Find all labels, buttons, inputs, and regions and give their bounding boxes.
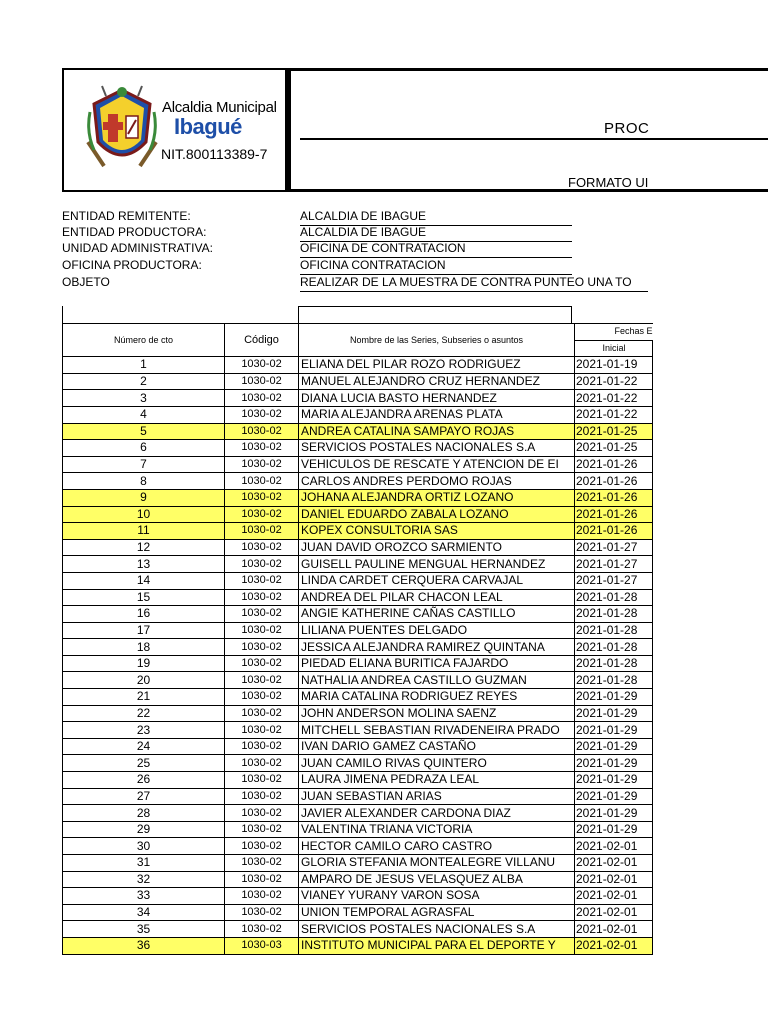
row-code: 1030-02 [225,788,299,805]
table-row [63,689,653,706]
table-row [63,489,653,506]
row-name: ELIANA DEL PILAR ROZO RODRIGUEZ [299,357,575,374]
row-date: 2021-02-01 [575,888,653,905]
table-row [63,871,653,888]
inventory-table [62,323,653,955]
row-name: JUAN SEBASTIAN ARIAS [299,788,575,805]
row-date: 2021-01-26 [575,523,653,540]
document-title: PROC [604,120,650,137]
row-code: 1030-02 [225,539,299,556]
table-row [63,904,653,921]
row-name: UNION TEMPORAL AGRASFAL [299,904,575,921]
table-row [63,373,653,390]
row-code: 1030-02 [225,755,299,772]
row-name: GUISELL PAULINE MENGUAL HERNANDEZ [299,556,575,573]
table-row [63,523,653,540]
row-date: 2021-01-27 [575,572,653,589]
header-codigo: Código [225,324,299,357]
row-number: 2 [63,373,225,390]
row-code: 1030-02 [225,456,299,473]
row-date: 2021-01-29 [575,722,653,739]
row-date: 2021-01-29 [575,755,653,772]
row-code: 1030-02 [225,390,299,407]
row-name: LINDA CARDET CERQUERA CARVAJAL [299,572,575,589]
row-code: 1030-02 [225,921,299,938]
row-number: 27 [63,788,225,805]
row-date: 2021-01-29 [575,788,653,805]
row-number: 5 [63,423,225,440]
row-name: VALENTINA TRIANA VICTORIA [299,821,575,838]
row-number: 17 [63,622,225,639]
row-code: 1030-02 [225,689,299,706]
row-number: 35 [63,921,225,938]
value-objeto: REALIZAR DE LA MUESTRA DE CONTRA PUNTEO UNA TO [300,274,648,292]
row-name: MANUEL ALEJANDRO CRUZ HERNANDEZ [299,373,575,390]
row-number: 20 [63,672,225,689]
row-number: 9 [63,489,225,506]
title-divider [300,138,768,140]
row-code: 1030-02 [225,722,299,739]
table-row [63,357,653,374]
logo-line-2: Ibagué [174,114,242,139]
row-code: 1030-02 [225,871,299,888]
row-name: GLORIA STEFANIA MONTEALEGRE VILLANU [299,855,575,872]
row-code: 1030-02 [225,506,299,523]
table-row [63,589,653,606]
row-number: 29 [63,821,225,838]
table-row [63,622,653,639]
row-date: 2021-01-22 [575,406,653,423]
row-date: 2021-02-01 [575,937,653,954]
table-row [63,855,653,872]
row-number: 31 [63,855,225,872]
table-row [63,539,653,556]
row-date: 2021-01-29 [575,689,653,706]
row-date: 2021-01-29 [575,805,653,822]
row-number: 16 [63,606,225,623]
row-code: 1030-02 [225,556,299,573]
row-date: 2021-01-25 [575,423,653,440]
row-name: JUAN DAVID OROZCO SARMIENTO [299,539,575,556]
row-number: 25 [63,755,225,772]
row-number: 34 [63,904,225,921]
row-date: 2021-01-22 [575,373,653,390]
logo-line-1: Alcaldia Municipal [162,99,277,116]
table-row [63,722,653,739]
value-oficina-productora: OFICINA CONTRATACION [300,257,572,275]
label-unidad-administrativa: UNIDAD ADMINISTRATIVA: [62,241,213,255]
table-row [63,655,653,672]
row-code: 1030-02 [225,572,299,589]
row-code: 1030-02 [225,606,299,623]
row-name: MARIA CATALINA RODRIGUEZ REYES [299,689,575,706]
table-row [63,921,653,938]
row-name: JAVIER ALEXANDER CARDONA DIAZ [299,805,575,822]
row-date: 2021-01-25 [575,440,653,457]
left-border [62,306,63,323]
row-name: SERVICIOS POSTALES NACIONALES S.A [299,921,575,938]
row-number: 24 [63,738,225,755]
row-name: VEHICULOS DE RESCATE Y ATENCION DE EI [299,456,575,473]
row-name: JESSICA ALEJANDRA RAMIREZ QUINTANA [299,639,575,656]
label-entidad-remitente: ENTIDAD REMITENTE: [62,209,191,223]
row-date: 2021-01-26 [575,456,653,473]
row-name: JOHN ANDERSON MOLINA SAENZ [299,705,575,722]
table-row [63,440,653,457]
table-row [63,390,653,407]
value-entidad-remitente: ALCALDIA DE IBAGUE [300,208,572,226]
row-name: KOPEX CONSULTORIA SAS [299,523,575,540]
row-name: DIANA LUCIA BASTO HERNANDEZ [299,390,575,407]
table-row [63,788,653,805]
row-code: 1030-02 [225,406,299,423]
row-name: LAURA JIMENA PEDRAZA LEAL [299,772,575,789]
row-name: ANDREA DEL PILAR CHACON LEAL [299,589,575,606]
row-code: 1030-02 [225,523,299,540]
row-number: 8 [63,473,225,490]
row-date: 2021-02-01 [575,921,653,938]
row-name: ANGIE KATHERINE CAÑAS CASTILLO [299,606,575,623]
row-name: JOHANA ALEJANDRA ORTIZ LOZANO [299,489,575,506]
table-row [63,423,653,440]
table-row [63,572,653,589]
row-number: 4 [63,406,225,423]
row-code: 1030-02 [225,655,299,672]
row-code: 1030-02 [225,589,299,606]
row-date: 2021-01-28 [575,589,653,606]
table-row [63,755,653,772]
row-code: 1030-02 [225,440,299,457]
row-date: 2021-02-01 [575,871,653,888]
row-code: 1030-02 [225,738,299,755]
row-date: 2021-01-28 [575,672,653,689]
row-number: 22 [63,705,225,722]
header-inicial: Inicial [575,340,653,357]
header-fechas: Fechas E [575,324,653,341]
row-code: 1030-02 [225,904,299,921]
row-name: LILIANA PUENTES DELGADO [299,622,575,639]
table-row [63,821,653,838]
row-number: 7 [63,456,225,473]
row-date: 2021-01-28 [575,655,653,672]
value-unidad-administrativa: OFICINA DE CONTRATACION [300,240,572,258]
row-date: 2021-01-26 [575,473,653,490]
row-date: 2021-02-01 [575,904,653,921]
row-name: INSTITUTO MUNICIPAL PARA EL DEPORTE Y [299,937,575,954]
row-date: 2021-01-27 [575,539,653,556]
row-number: 11 [63,523,225,540]
row-number: 12 [63,539,225,556]
label-entidad-productora: ENTIDAD PRODUCTORA: [62,225,207,239]
row-number: 14 [63,572,225,589]
row-code: 1030-02 [225,423,299,440]
row-name: MARIA ALEJANDRA ARENAS PLATA [299,406,575,423]
row-date: 2021-01-28 [575,606,653,623]
row-date: 2021-01-26 [575,489,653,506]
row-code: 1030-02 [225,888,299,905]
format-title: FORMATO UI [568,175,649,190]
row-number: 3 [63,390,225,407]
table-row [63,556,653,573]
row-code: 1030-02 [225,838,299,855]
table-row [63,888,653,905]
row-name: AMPARO DE JESUS VELASQUEZ ALBA [299,871,575,888]
row-number: 6 [63,440,225,457]
row-number: 10 [63,506,225,523]
row-name: NATHALIA ANDREA CASTILLO GUZMAN [299,672,575,689]
table-row [63,705,653,722]
row-name: ANDREA CATALINA SAMPAYO ROJAS [299,423,575,440]
coat-of-arms-icon [84,82,160,172]
row-code: 1030-02 [225,489,299,506]
row-number: 19 [63,655,225,672]
row-code: 1030-02 [225,772,299,789]
row-name: PIEDAD ELIANA BURITICA FAJARDO [299,655,575,672]
row-number: 21 [63,689,225,706]
header-numero: Número de cto [63,324,225,357]
row-date: 2021-01-26 [575,506,653,523]
row-date: 2021-01-28 [575,622,653,639]
row-code: 1030-02 [225,672,299,689]
table-row [63,506,653,523]
table-row [63,406,653,423]
table-row [63,738,653,755]
row-name: MITCHELL SEBASTIAN RIVADENEIRA PRADO [299,722,575,739]
row-number: 15 [63,589,225,606]
title-box [288,68,768,192]
row-name: JUAN CAMILO RIVAS QUINTERO [299,755,575,772]
row-name: HECTOR CAMILO CARO CASTRO [299,838,575,855]
table-row [63,772,653,789]
label-objeto: OBJETO [62,275,110,289]
row-name: SERVICIOS POSTALES NACIONALES S.A [299,440,575,457]
table-row [63,606,653,623]
table-row [63,672,653,689]
row-date: 2021-01-19 [575,357,653,374]
row-name: VIANEY YURANY VARON SOSA [299,888,575,905]
row-name: DANIEL EDUARDO ZABALA LOZANO [299,506,575,523]
row-code: 1030-02 [225,373,299,390]
row-number: 33 [63,888,225,905]
row-code: 1030-02 [225,639,299,656]
value-entidad-productora: ALCALDIA DE IBAGUE [300,224,572,242]
table-row [63,805,653,822]
row-date: 2021-01-28 [575,639,653,656]
row-number: 13 [63,556,225,573]
row-code: 1030-02 [225,705,299,722]
row-number: 18 [63,639,225,656]
row-code: 1030-02 [225,805,299,822]
row-code: 1030-03 [225,937,299,954]
row-code: 1030-02 [225,855,299,872]
table-row [63,937,653,954]
row-name: CARLOS ANDRES PERDOMO ROJAS [299,473,575,490]
row-code: 1030-02 [225,473,299,490]
row-number: 23 [63,722,225,739]
row-number: 36 [63,937,225,954]
row-date: 2021-01-29 [575,821,653,838]
row-date: 2021-01-22 [575,390,653,407]
row-code: 1030-02 [225,821,299,838]
row-date: 2021-01-29 [575,738,653,755]
table-row [63,473,653,490]
row-number: 1 [63,357,225,374]
row-number: 32 [63,871,225,888]
row-number: 30 [63,838,225,855]
row-code: 1030-02 [225,622,299,639]
row-code: 1030-02 [225,357,299,374]
row-date: 2021-02-01 [575,855,653,872]
logo-nit: NIT.800113389-7 [161,146,268,162]
row-name: IVAN DARIO GAMEZ CASTAÑO [299,738,575,755]
row-date: 2021-01-29 [575,705,653,722]
row-date: 2021-01-27 [575,556,653,573]
row-date: 2021-02-01 [575,838,653,855]
label-oficina-productora: OFICINA PRODUCTORA: [62,258,202,272]
header-nombre: Nombre de las Series, Subseries o asuntos [299,324,575,357]
table-row [63,838,653,855]
empty-cell [298,306,572,324]
table-row [63,639,653,656]
row-date: 2021-01-29 [575,772,653,789]
table-row [63,456,653,473]
row-number: 26 [63,772,225,789]
row-number: 28 [63,805,225,822]
